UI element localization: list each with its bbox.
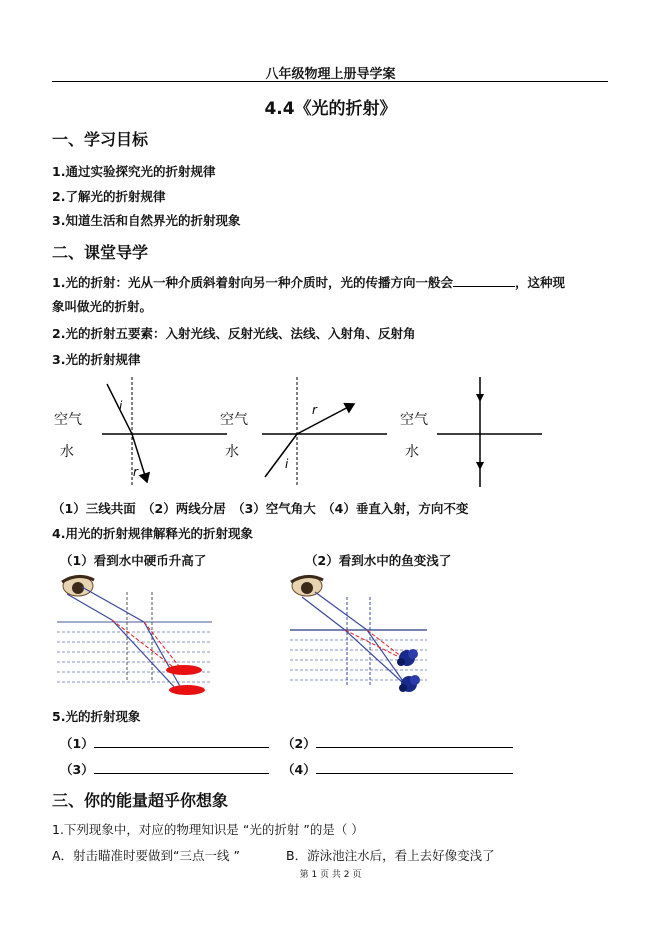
phenomenon-2 [282,734,513,752]
exercise-1: 1.下列现象中，对应的物理知识是 “光的折射 ”的是（ ） [52,822,364,837]
incident-ray [265,434,297,477]
blank-number: （1） [60,736,94,751]
goal-2: 2.了解光的折射规律 [52,189,166,204]
question-2: 2.光的折射五要素：入射光线、反射光线、法线、入射角、反射角 [52,326,416,341]
arrow-down-icon [476,394,484,402]
coin-image [166,665,202,675]
refracted-ray [297,404,354,434]
coin [169,685,205,695]
question-3: 3.光的折射规律 [52,352,141,367]
eye-icon [62,576,94,596]
phenomenon-4 [282,760,513,778]
ray [315,592,367,630]
page-header: 八年级物理上册导学案 [265,67,396,82]
label-water: 水 [405,444,419,460]
header-rule [52,81,608,82]
ray [82,587,144,622]
diagram-air-to-water [54,377,227,487]
ray [112,620,177,690]
question-1-text-a: 1.光的折射：光从一种介质斜着射向另一种介质时，光的传播方向一般会 [52,275,453,290]
question-1-text-b: ，这种现 [514,275,565,290]
question-4-sub-1: （1）看到水中硬币升高了 [60,553,207,568]
section-3-heading: 三、你的能量超乎你想象 [52,791,229,810]
angle-i-label: i [119,399,123,413]
answer-line[interactable] [94,735,269,748]
label-air: 空气 [54,412,82,428]
page-footer: 第 1 页 共 2 页 [299,870,362,880]
ray [67,594,112,620]
question-1-line-2: 象叫做光的折射。 [52,299,153,314]
section-2-heading: 二、课堂导学 [52,243,149,262]
answer-blank[interactable] [453,274,515,287]
phenomenon-3 [60,760,269,778]
arrow-down-icon [476,462,484,470]
eye-icon [291,576,323,596]
label-water: 水 [225,444,239,460]
question-5: 5.光的折射现象 [52,709,141,724]
fish-diagram [287,572,432,702]
answer-line[interactable] [316,761,513,774]
ray [302,597,345,630]
blank-number: （4） [282,762,316,777]
angle-r-label: r [133,465,138,479]
goal-3: 3.知道生活和自然界光的折射现象 [52,213,241,228]
ray [345,630,402,682]
label-water: 水 [60,444,74,460]
refraction-laws: （1）三线共面 （2）两线分居 （3）空气角大 （4）垂直入射，方向不变 [52,501,469,516]
blank-number: （2） [282,736,316,751]
angle-r-label: r [312,403,317,417]
coin-diagram [52,572,217,702]
option-b: B．游泳池注水后，看上去好像变浅了 [286,848,495,863]
question-4: 4.用光的折射规律解释光的折射现象 [52,526,253,541]
label-air: 空气 [220,412,248,428]
answer-line[interactable] [316,735,513,748]
label-air: 空气 [400,412,428,428]
virtual-ray [144,622,182,670]
blank-number: （3） [60,762,94,777]
fish-image-icon [397,649,418,666]
angle-i-label: i [285,457,289,471]
diagram-water-to-air [220,377,387,487]
refraction-diagrams [52,372,552,494]
phenomenon-1 [60,734,269,752]
diagram-perpendicular [400,377,542,487]
goal-1: 1.通过实验探究光的折射规律 [52,164,216,179]
page-title: 4.4《光的折射》 [264,99,397,119]
question-4-sub-2: （2）看到水中的鱼变浅了 [305,553,452,568]
section-1-heading: 一、学习目标 [52,130,149,149]
question-1 [52,273,565,291]
fish-icon [399,675,420,692]
option-a: A．射击瞄准时要做到“三点一线 ” [52,848,240,863]
answer-line[interactable] [94,761,269,774]
